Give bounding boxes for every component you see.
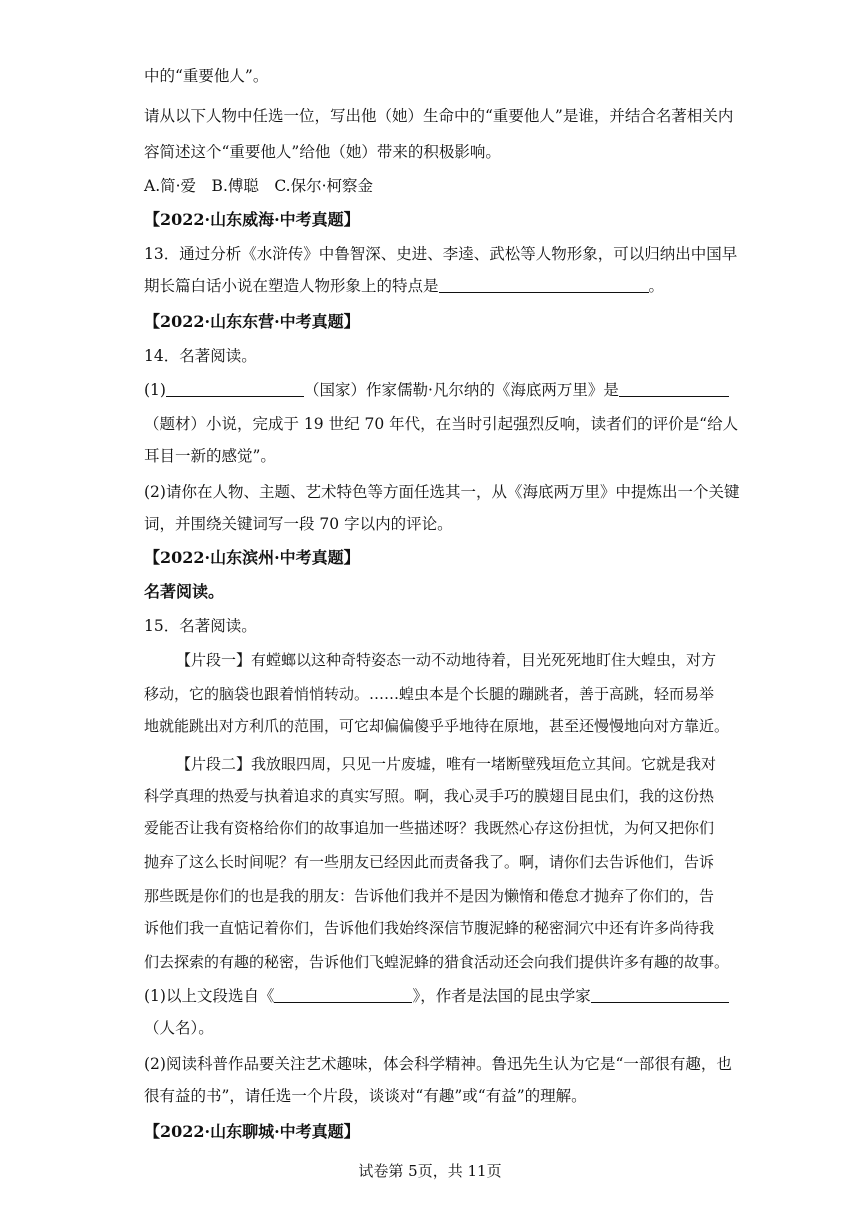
section-header: 【2022·山东东营·中考真题】 xyxy=(144,312,360,331)
passage-line: 科学真理的热爱与执着追求的真实写照。啊，我心灵手巧的膜翅目昆虫们，我的这份热 xyxy=(144,787,715,805)
passage-line: 【片段二】我放眼四周，只见一片废墟，唯有一堵断壁残垣危立其间。它就是我对 xyxy=(176,755,717,773)
text-line: （题材）小说，完成于 19 世纪 70 年代，在当时引起强烈反响，读者们的评价是“给人 xyxy=(144,415,739,433)
section-header: 【2022·山东滨州·中考真题】 xyxy=(144,548,360,567)
page-footer: 试卷第 5页，共 11页 xyxy=(358,1162,502,1180)
section-subheader: 名著阅读。 xyxy=(144,582,225,601)
passage-line: 抛弃了这么长时间呢？有一些朋友已经因此而责备我了。啊，请你们去告诉他们，告诉 xyxy=(144,853,715,871)
question-15: 15．名著阅读。 xyxy=(144,617,257,635)
passage-line: 那些既是你们的也是我的朋友：告诉他们我并不是因为懒惰和倦怠才抛弃了你们的，告 xyxy=(144,887,715,905)
text-fragment: 。 xyxy=(648,277,665,295)
question-15-2: (2)阅读科普作品要关注艺术趣味，体会科学精神。鲁迅先生认为它是“一部很有趣，也 xyxy=(144,1055,732,1073)
question-14: 14．名著阅读。 xyxy=(144,347,257,365)
text-line: 耳目一新的感觉”。 xyxy=(144,447,276,465)
answer-blank[interactable] xyxy=(166,380,304,397)
text-line: 中的“重要他人”。 xyxy=(144,67,269,85)
question-14-1 xyxy=(144,380,729,400)
answer-blank[interactable] xyxy=(274,986,412,1003)
passage-line: 们去探索的有趣的秘密，告诉他们飞蝗泥蜂的猎食活动还会向我们提供许多有趣的故事。 xyxy=(144,953,730,971)
text-line: 容简述这个“重要他人”给他（她）带来的积极影响。 xyxy=(144,143,501,161)
text-line: 很有益的书”，请任选一个片段，谈谈对“有趣”或“有益”的理解。 xyxy=(144,1087,587,1105)
text-line: 词，并围绕关键词写一段 70 字以内的评论。 xyxy=(144,515,453,533)
question-13-line2 xyxy=(144,276,664,296)
text-line: （人名）。 xyxy=(144,1019,214,1037)
text-fragment: (1)以上文段选自《 xyxy=(144,987,275,1005)
choice-options: A.简·爱 B.傅聪 C.保尔·柯察金 xyxy=(144,177,374,195)
text-line: 请从以下人物中任选一位，写出他（她）生命中的“重要他人”是谁，并结合名著相关内 xyxy=(144,107,734,125)
section-header: 【2022·山东威海·中考真题】 xyxy=(144,210,360,229)
question-13: 13．通过分析《水浒传》中鲁智深、史进、李逵、武松等人物形象，可以归纳出中国早 xyxy=(144,245,738,263)
section-header: 【2022·山东聊城·中考真题】 xyxy=(144,1122,360,1141)
question-15-1 xyxy=(144,986,729,1006)
passage-line: 爱能否让我有资格给你们的故事追加一些描述呀？我既然心存这份担忧，为何又把你们 xyxy=(144,819,715,837)
answer-blank[interactable] xyxy=(619,380,729,397)
answer-blank[interactable] xyxy=(591,986,729,1003)
answer-blank[interactable] xyxy=(439,276,649,293)
question-14-2: (2)请你在人物、主题、艺术特色等方面任选其一，从《海底两万里》中提炼出一个关键 xyxy=(144,483,740,501)
passage-line: 移动，它的脑袋也跟着悄悄转动。……蝗虫本是个长腿的蹦跳者，善于高跳，轻而易举 xyxy=(144,685,715,703)
passage-line: 诉他们我一直惦记着你们，告诉他们我始终深信节腹泥蜂的秘密洞穴中还有许多尚待我 xyxy=(144,919,715,937)
passage-line: 地就能跳出对方利爪的范围，可它却偏偏傻乎乎地待在原地，甚至还慢慢地向对方靠近。 xyxy=(144,717,730,735)
text-fragment: (1) xyxy=(144,381,166,399)
text-fragment: 》，作者是法国的昆虫学家 xyxy=(412,987,591,1005)
text-fragment: 期长篇白话小说在塑造人物形象上的特点是 xyxy=(144,277,439,295)
text-fragment: （国家）作家儒勒·凡尔纳的《海底两万里》是 xyxy=(303,381,619,399)
passage-line: 【片段一】有螳螂以这种奇特姿态一动不动地待着，目光死死地盯住大蝗虫，对方 xyxy=(176,651,717,669)
